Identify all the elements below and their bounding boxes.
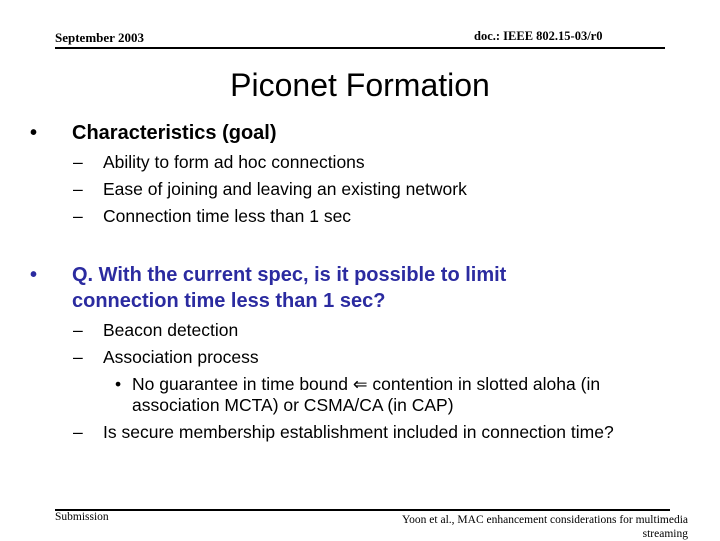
header-date: September 2003 (55, 30, 144, 45)
list-item-text: Is secure membership establishment included in connection time? (103, 422, 614, 442)
dash-marker: – (73, 320, 83, 340)
dash-marker: – (73, 152, 83, 172)
list-item-text: Association process (103, 347, 259, 367)
header-doc-id: doc.: IEEE 802.15-03/r0 (474, 29, 603, 43)
footer-author (370, 513, 688, 541)
header-rule (55, 47, 665, 49)
dash-marker: – (73, 206, 83, 226)
nested-list-item-text (132, 373, 600, 395)
footer-rule (55, 509, 670, 511)
footer-author-line2: streaming (642, 528, 688, 540)
slide-title: Piconet Formation (230, 67, 490, 103)
list-item-text: Connection time less than 1 sec (103, 206, 352, 226)
nested-list-item-text-line2: association MCTA) or CSMA/CA (in CAP) (132, 395, 454, 415)
bullet-text-line1: Q. With the current spec, is it possible to limit (72, 264, 507, 286)
bullet-text-line2: connection time less than 1 sec? (72, 290, 386, 312)
footer-submission: Submission (55, 511, 109, 523)
bullet-dot: • (30, 264, 38, 286)
dash-marker: – (73, 347, 83, 367)
dash-marker: – (73, 422, 83, 442)
bullet-text: Characteristics (goal) (72, 122, 277, 144)
dash-marker: – (73, 179, 83, 199)
nested-text-pre: No guarantee in time bound (132, 374, 348, 394)
footer-author-line1: Yoon et al., MAC enhancement considerations for multimedia (402, 514, 688, 526)
list-item-text: Ease of joining and leaving an existing network (103, 179, 467, 199)
list-item-text: Ability to form ad hoc connections (103, 152, 365, 172)
bullet-dot: • (30, 122, 38, 144)
list-item-text: Beacon detection (103, 320, 239, 340)
bullet-dot: • (115, 374, 122, 394)
nested-text-post: contention in slotted aloha (in (372, 374, 601, 394)
left-arrow-icon: ⇐ (352, 374, 368, 394)
